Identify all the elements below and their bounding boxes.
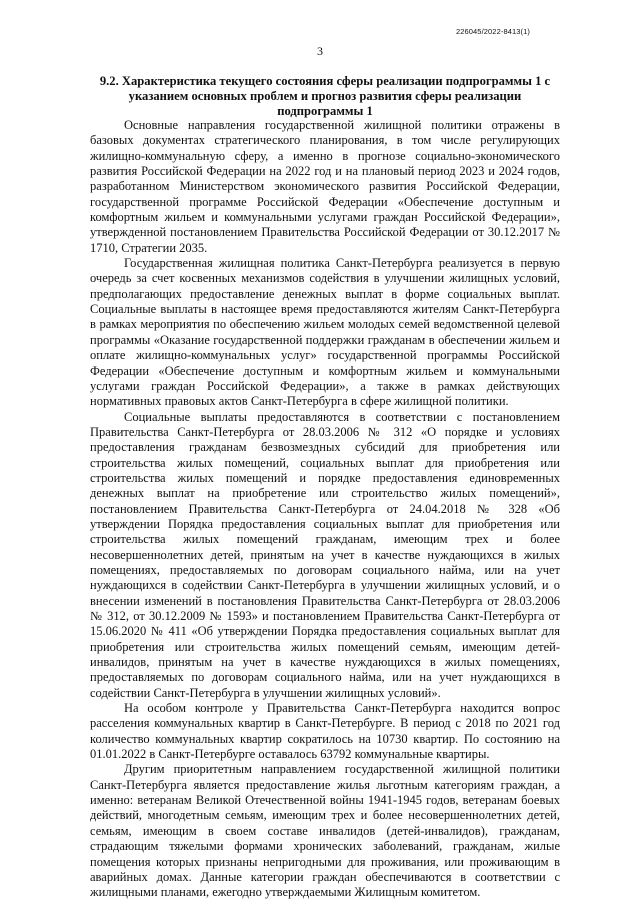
page-number: 3 [317,44,323,58]
paragraph: Основные направления государственной жилищной политики отражены в базовых документах стратегического планирования, в том числе регулирующих жилищно-коммунальную сферу, а именно в прогнозе социально-экономического развития Российской Федерации на 2022 год и на плановый период 2023 и 2024 годов, разработанном Министерством экономического развития Российской Федерации, государственной программе Российской Федерации «Обеспечение доступным и комфортным жильем и коммунальными услугами граждан Российской Федерации», утвержденной постановлением Правительства Российской Федерации от 30.12.2017 № 1710, Стратегии 2035. [90,118,560,255]
paragraph: Социальные выплаты предоставляются в соответствии с постановлением Правительства Санкт-Петербурга от 28.03.2006 № 312 «О порядке и условиях предоставления гражданам безвозмездных субсидий для приобретения или строительства жилых помещений, социальных выплат для приобретения или строительства жилых помещений и порядке предоставления единовременных денежных выплат на приобретение или строительство жилых помещений», постановлением Правительства Санкт-Петербурга от 24.04.2018 № 328 «Об утверждении Порядка предоставления социальных выплат для приобретения или строительства жилых помещений гражданам, имеющим трех и более несовершеннолетних детей, принятым на учет в качестве нуждающихся в жилых помещениях, предоставляемых по договорам социального найма, или на учет нуждающихся в содействии Санкт-Петербурга в улучшении жилищных условий, и о внесении изменений в постановления Правительства Санкт-Петербурга от 28.03.2006 № 312, от 30.12.2009 № 1593» и постановлением Правительства Санкт-Петербурга от 15.06.2020 № 411 «Об утверждении Порядка предоставления социальных выплат для приобретения или строительства жилых помещений семьям, имеющим детей-инвалидов, принятым на учет в качестве нуждающихся в жилых помещениях, предоставляемых по договорам социального найма, или на учет нуждающихся в содействии Санкт-Петербурга в улучшении жилищных условий». [90,409,560,700]
paragraph: Государственная жилищная политика Санкт-Петербурга реализуется в первую очередь за счет косвенных механизмов содействия в улучшении жилищных условий, предполагающих предоставление денежных выплат в форме социальных выплат. Социальные выплаты в настоящее время предоставляются жителям Санкт-Петербурга в рамках мероприятия по обеспечению жильем молодых семей ведомственной целевой программы «Оказание государственной поддержки гражданам в обеспечении жильем и оплате жилищно-коммунальных услуг» государственной программы Российской Федерации «Обеспечение доступным и комфортным жильем и коммунальными услугами граждан Российской Федерации», а также в рамках действующих нормативных правовых актов Санкт-Петербурга в сфере жилищной политики. [90,256,560,409]
document-body [90,118,560,901]
paragraph: Другим приоритетным направлением государственной жилищной политики Санкт-Петербурга является предоставление жилья льготным категориям граждан, а именно: ветеранам Великой Отечественной войны 1941-1945 годов, ветеранам боевых действий, многодетным семьям, имеющим трех и более несовершеннолетних детей, семьям, имеющим в своем составе инвалидов (детей-инвалидов), гражданам, страдающим тяжелыми формами хронических заболеваний, гражданам, жилые помещения которых признаны непригодными для проживания, или проживающим в аварийных домах. Данные категории граждан обеспечиваются в соответствии с жилищными планами, ежегодно утверждаемыми Жилищным комитетом. [90,762,560,900]
document-id: 226045/2022-8413(1) [455,27,530,36]
section-heading: 9.2. Характеристика текущего состояния сферы реализации подпрограммы 1 с указанием основных проблем и прогноз развития сферы реализации подпрограммы 1 [99,74,551,118]
paragraph: На особом контроле у Правительства Санкт-Петербурга находится вопрос расселения коммунальных квартир в Санкт-Петербурге. В период с 2018 по 2021 год количество коммунальных квартир сократилось на 10730 квартир. По состоянию на 01.01.2022 в Санкт-Петербурге оставалось 63792 коммунальные квартиры. [90,701,560,762]
